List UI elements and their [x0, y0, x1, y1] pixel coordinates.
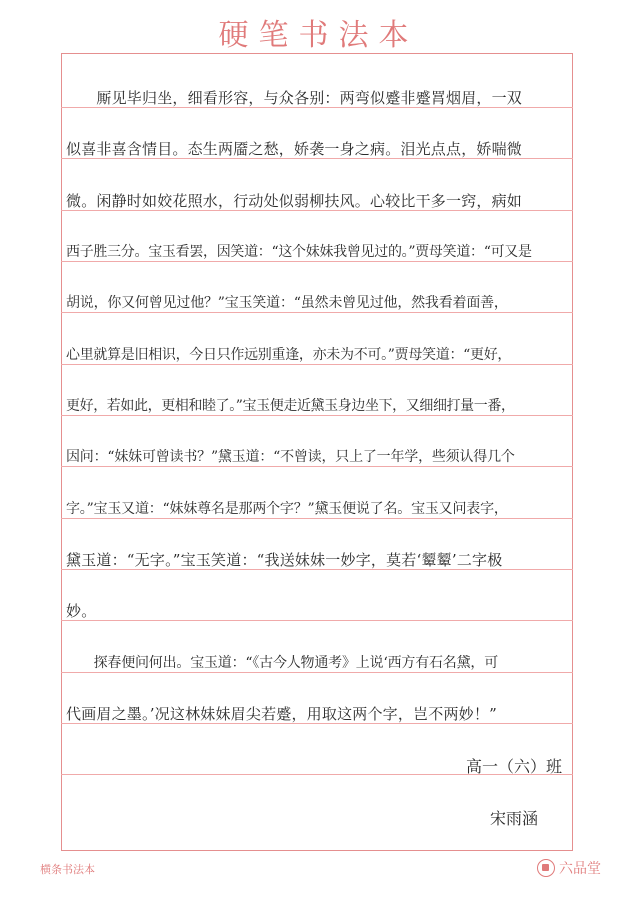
- passage-line-4: 西子胜三分。宝玉看罢，因笑道：“这个妹妹我曾见过的。”贾母笑道：“可又是: [66, 244, 532, 260]
- passage-line-13: 代画眉之墨。’况这林妹妹眉尖若蹙，用取这两个字，岂不两妙！”: [66, 705, 497, 723]
- ruled-line: [61, 518, 573, 519]
- seal-icon: [537, 859, 555, 877]
- signature-class: 高一（六）班: [466, 757, 563, 776]
- ruled-line: [61, 620, 573, 621]
- passage-line-11: 妙。: [66, 602, 97, 620]
- ruled-line: [61, 261, 573, 262]
- page-title: 硬笔书法本: [218, 18, 419, 53]
- ruled-line: [61, 312, 573, 313]
- ruled-line: [61, 364, 573, 365]
- ruled-line: [61, 415, 573, 416]
- passage-line-8: 因问：“妹妹可曾读书？”黛玉道：“不曾读，只上了一年学，些须认得几个: [66, 449, 515, 465]
- ruled-line: [61, 672, 573, 673]
- brand-mark: [537, 858, 601, 878]
- passage-line-7: 更好，若如此，更相和睦了。”宝玉便走近黛玉身边坐下，又细细打量一番，: [66, 398, 515, 414]
- notebook-label: 横条书法本: [40, 863, 95, 876]
- brand-name: 六品堂: [559, 861, 601, 877]
- passage-line-12: 探春便问何出。宝玉道：“《古今人物通考》上说‘西方有石名黛，可: [66, 655, 499, 671]
- signature-name: 宋雨涵: [490, 809, 539, 828]
- ruled-line: [61, 466, 573, 467]
- passage-line-6: 心里就算是旧相识，今日只作远别重逢，亦未为不可。”贾母笑道：“更好，: [66, 347, 512, 363]
- passage-line-5: 胡说，你又何曾见过他？”宝玉笑道：“虽然未曾见过他，然我看着面善，: [66, 295, 508, 311]
- passage-line-10: 黛玉道：“无字。”宝玉笑道：“我送妹妹一妙字，莫若‘颦颦’二字极: [66, 551, 503, 569]
- passage-line-3: 微。闲静时如姣花照水，行动处似弱柳扶风。心较比干多一窍，病如: [66, 192, 523, 210]
- passage-line-2: 似喜非喜含情目。态生两靥之愁，娇袭一身之病。泪光点点，娇喘微: [66, 140, 523, 158]
- passage-line-1: 厮见毕归坐，细看形容，与众各别：两弯似蹙非蹙罥烟眉，一双: [66, 89, 523, 107]
- passage-line-9: 字。”宝玉又道：“妹妹尊名是那两个字？”黛玉便说了名。宝玉又问表字，: [66, 501, 508, 517]
